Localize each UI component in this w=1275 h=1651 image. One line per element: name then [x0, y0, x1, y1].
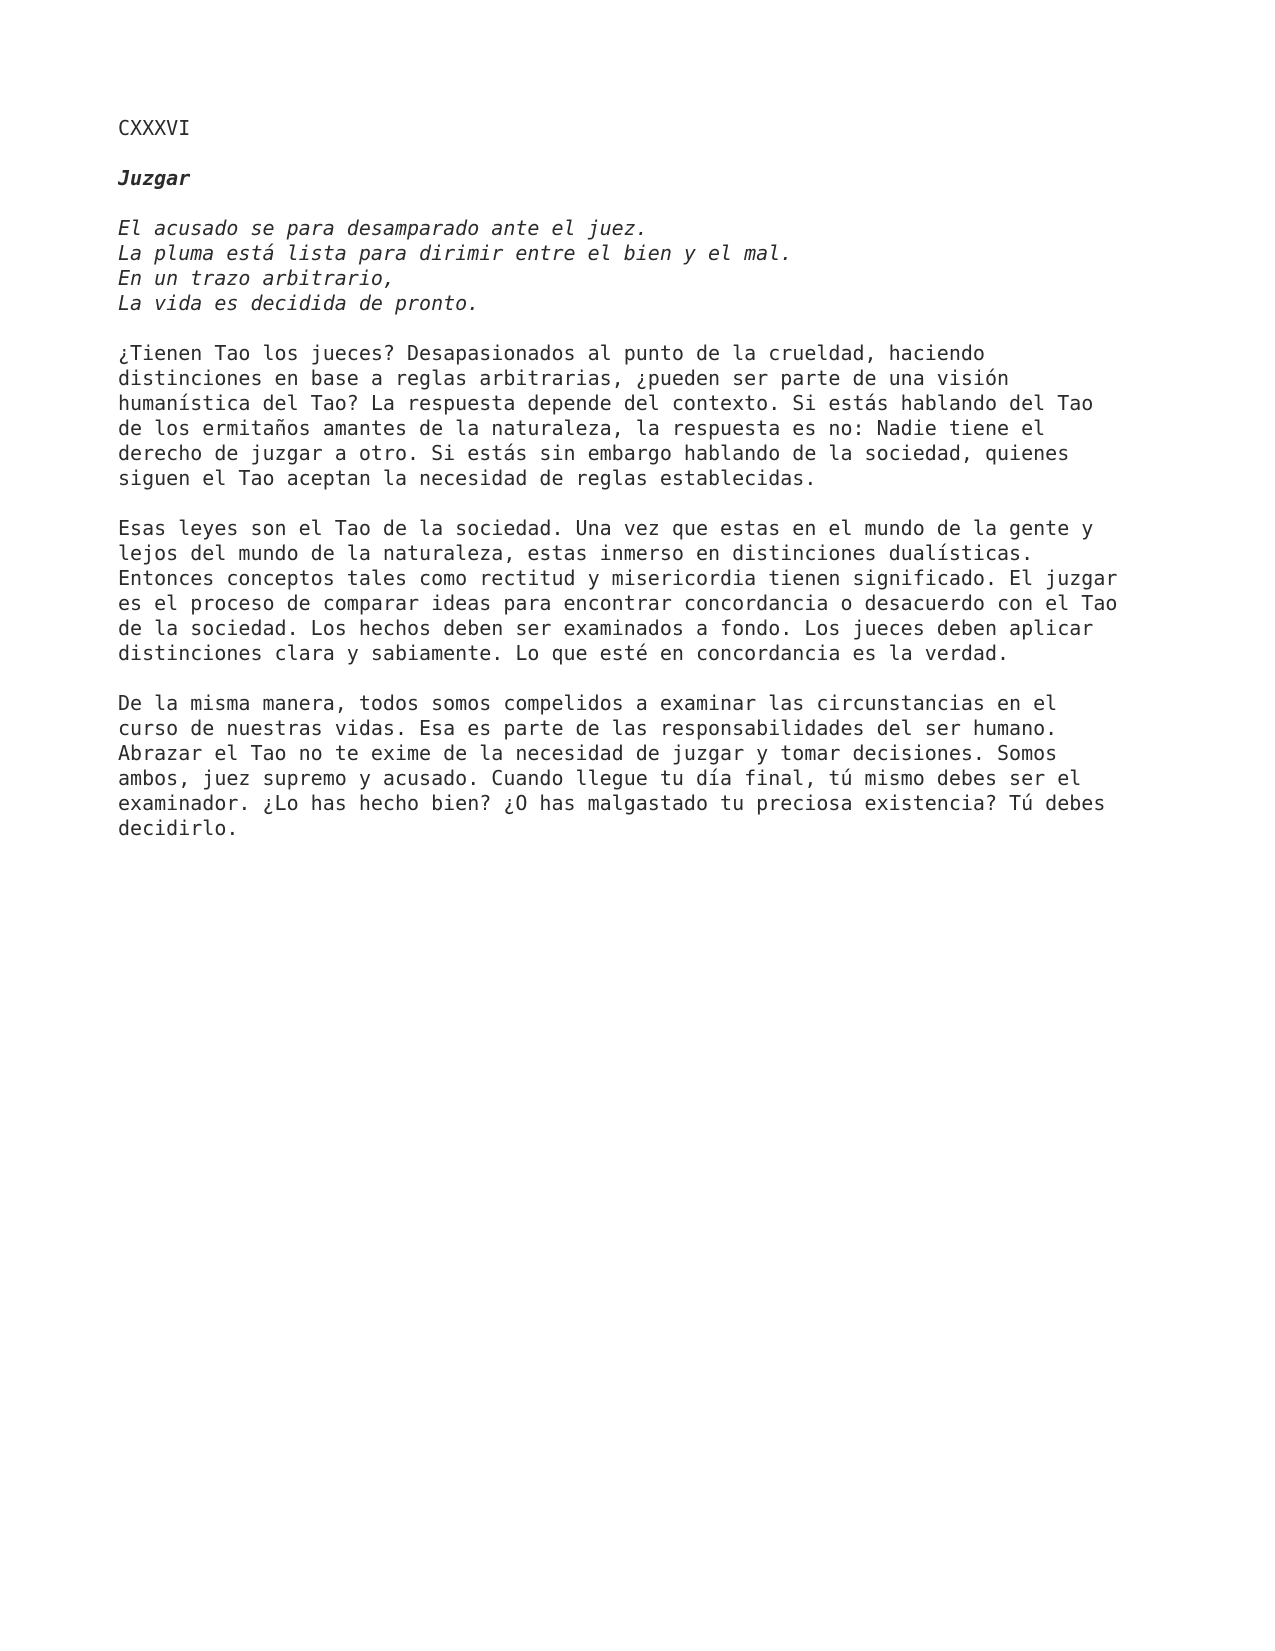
paragraph-line: decidirlo.	[118, 816, 239, 840]
paragraph-line: humanística del Tao? La respuesta depende del contexto. Si estás hablando del Tao	[118, 391, 1094, 415]
paragraph-line: lejos del mundo de la naturaleza, estas inmerso en distinciones dualísticas.	[118, 541, 1034, 565]
paragraph-line: Entonces conceptos tales como rectitud y misericordia tienen significado. El juzgar	[118, 566, 1118, 590]
paragraph-line: derecho de juzgar a otro. Si estás sin embargo hablando de la sociedad, quienes	[118, 441, 1070, 465]
poem-line: En un trazo arbitrario,	[118, 266, 395, 290]
poem-line: El acusado se para desamparado ante el juez.	[118, 216, 648, 240]
paragraph-line: distinciones clara y sabiamente. Lo que esté en concordancia es la verdad.	[118, 641, 1010, 665]
paragraph-line: curso de nuestras vidas. Esa es parte de las responsabilidades del ser humano.	[118, 716, 1058, 740]
chapter-title: Juzgar	[118, 166, 191, 190]
paragraph-1	[118, 341, 1178, 491]
paragraph-line: Abrazar el Tao no te exime de la necesidad de juzgar y tomar decisiones. Somos	[118, 741, 1058, 765]
paragraph-line: De la misma manera, todos somos compelidos a examinar las circunstancias en el	[118, 691, 1058, 715]
paragraph-line: distinciones en base a reglas arbitrarias, ¿pueden ser parte de una visión	[118, 366, 1010, 390]
paragraph-line: de la sociedad. Los hechos deben ser examinados a fondo. Los jueces deben aplicar	[118, 616, 1094, 640]
poem-line: La pluma está lista para dirimir entre el bien y el mal.	[118, 241, 793, 265]
document-body	[118, 116, 1178, 841]
paragraph-line: Esas leyes son el Tao de la sociedad. Una vez que estas en el mundo de la gente y	[118, 516, 1094, 540]
poem-line: La vida es decidida de pronto.	[118, 291, 480, 315]
paragraph-line: ¿Tienen Tao los jueces? Desapasionados al punto de la crueldad, haciendo	[118, 341, 985, 365]
paragraph-line: examinador. ¿Lo has hecho bien? ¿O has malgastado tu preciosa existencia? Tú debes	[118, 791, 1106, 815]
poem-stanza	[118, 216, 1178, 316]
paragraph-line: es el proceso de comparar ideas para encontrar concordancia o desacuerdo con el Tao	[118, 591, 1118, 615]
paragraph-line: de los ermitaños amantes de la naturaleza, la respuesta es no: Nadie tiene el	[118, 416, 1046, 440]
chapter-number: CXXXVI	[118, 116, 191, 140]
paragraph-line: siguen el Tao aceptan la necesidad de reglas establecidas.	[118, 466, 817, 490]
paragraph-line: ambos, juez supremo y acusado. Cuando llegue tu día final, tú mismo debes ser el	[118, 766, 1082, 790]
paragraph-2	[118, 516, 1178, 666]
paragraph-3	[118, 691, 1178, 841]
